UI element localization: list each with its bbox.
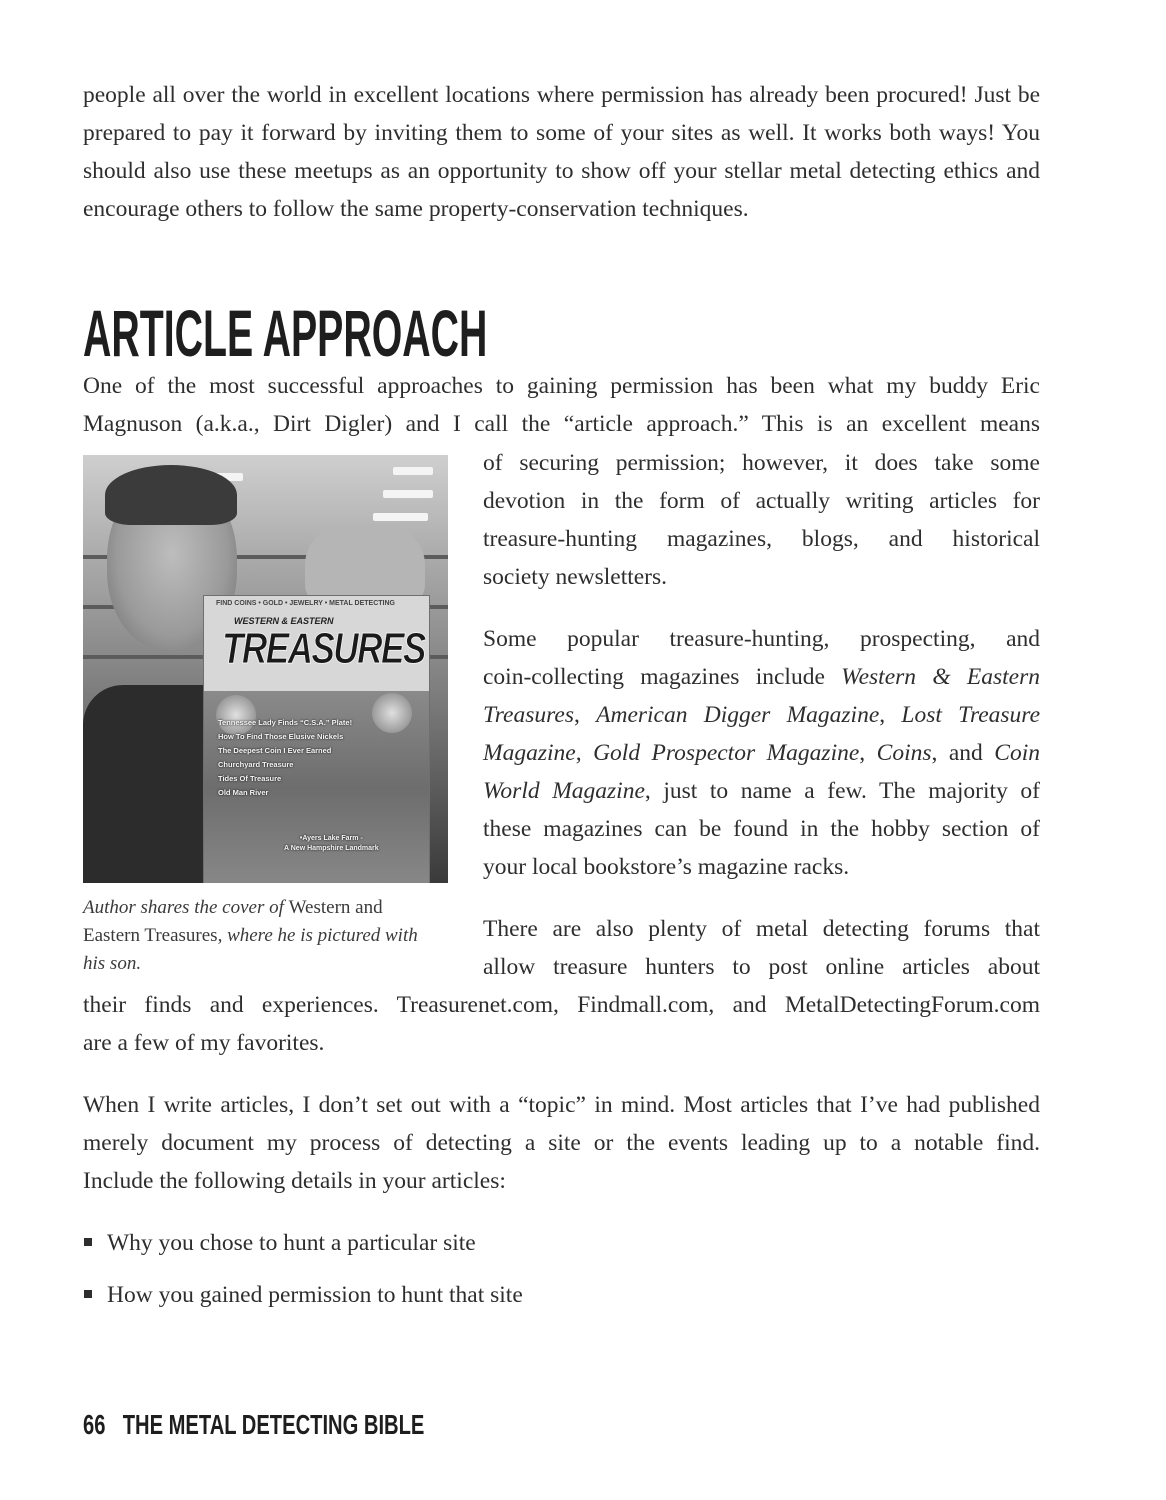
text-line [483, 734, 1040, 772]
text-line: There are also plenty of metal detecting forums that [483, 916, 1040, 942]
text-run: coin-collecting magazines include [483, 664, 842, 690]
magazine-topline: FIND COINS • GOLD • JEWELRY • METAL DETECTING [216, 600, 395, 607]
book-title: THE METAL DETECTING BIBLE [122, 1409, 425, 1440]
text-line: merely document my process of detecting a site or the events leading up to a notable find. [83, 1130, 1040, 1156]
text-line: are a few of my favorites. [83, 1030, 325, 1056]
caption-italic: Author shares the cover of [83, 897, 289, 918]
magazine-headline: Old Man River [218, 788, 269, 797]
text-line [483, 696, 1040, 734]
text-line: of securing permission; however, it does take some [483, 450, 1040, 476]
magazine-feature [284, 834, 379, 854]
section-heading: ARTICLE APPROACH [83, 296, 488, 370]
intro-line: One of the most successful approaches to gaining permission has been what my buddy Eric [83, 373, 1040, 399]
square-bullet-icon [84, 1238, 92, 1246]
right-column-paragraph-3 [483, 910, 1040, 986]
intro-line: Magnuson (a.k.a., Dirt Digler) and I call the “article approach.” This is an excellent means [83, 411, 1040, 437]
magazine-name: Coins [876, 740, 932, 766]
square-bullet-icon [84, 1290, 92, 1298]
author-hand [305, 525, 425, 605]
magazine-headline: Tides Of Treasure [218, 774, 282, 783]
caption-italic: , where he is pictured with his son. [83, 925, 418, 974]
text-run: , [575, 740, 594, 766]
ceiling-light [383, 490, 433, 498]
text-line [483, 772, 1040, 810]
author-hair [105, 465, 237, 525]
magazine-headline: The Deepest Coin I Ever Earned [218, 746, 332, 755]
forums-paragraph-continuation [83, 986, 1040, 1062]
magazine-title: TREASURES [222, 624, 425, 673]
magazine-name: Magazine [483, 740, 576, 766]
text-line: Include the following details in your articles: [83, 1168, 506, 1194]
ceiling-light [393, 467, 433, 475]
magazine-headlines [218, 716, 352, 800]
text-line [483, 658, 1040, 696]
magazine-cover [203, 595, 430, 883]
right-column-paragraph-1 [483, 444, 1040, 596]
text-line: devotion in the form of actually writing articles for [483, 488, 1040, 514]
text-line: treasure-hunting magazines, blogs, and historical [483, 526, 1040, 552]
ceiling-light [373, 513, 428, 521]
text-run: , [573, 702, 597, 728]
magazine-name: American Digger Magazine [596, 702, 880, 728]
list-item-text: How you gained permission to hunt that site [107, 1282, 523, 1308]
details-list [83, 1224, 523, 1328]
magazine-name: Coin [994, 740, 1041, 766]
magazine-name: Gold Prospector Magazine [593, 740, 860, 766]
author-photo [83, 455, 448, 883]
magazine-name: Lost Treasure [901, 702, 1041, 728]
text-line: society newsletters. [483, 564, 668, 590]
text-line: allow treasure hunters to post online articles about [483, 954, 1040, 980]
text-run: , [859, 740, 877, 766]
magazine-name: Western & Eastern [841, 664, 1040, 690]
magazine-name: World Magazine [483, 778, 645, 804]
page-number: 66 [83, 1409, 106, 1440]
coin-image [372, 693, 412, 733]
list-item [83, 1224, 523, 1276]
right-column-paragraph-2 [483, 620, 1040, 886]
text-run: , and [931, 740, 995, 766]
text-run: , just to name a few. The majority of [644, 778, 1040, 804]
page-footer [83, 1410, 424, 1440]
text-line: your local bookstore’s magazine racks. [483, 854, 850, 880]
writing-paragraph [83, 1086, 1040, 1200]
list-item [83, 1276, 523, 1328]
magazine-subtitle: WESTERN & EASTERN [234, 616, 334, 626]
magazine-name: Treasures [483, 702, 574, 728]
photo-caption [83, 894, 443, 978]
magazine-headline: How To Find Those Elusive Nickels [218, 732, 344, 741]
text-line: their finds and experiences. Treasurenet.com, Findmall.com, and MetalDetectingForum.com [83, 992, 1040, 1018]
text-run: , [879, 702, 902, 728]
magazine-headline: Tennessee Lady Finds “C.S.A.” Plate! [218, 718, 353, 727]
magazine-headline: Churchyard Treasure [218, 760, 294, 769]
text-line: Some popular treasure-hunting, prospecting, and [483, 626, 1040, 652]
opening-paragraph: people all over the world in excellent locations where permission has already been procured! Just be prepared to pay it forward by inviting them to some of your sites as well. It works both ways! You should also use these meetups as an opportunity to show off your stellar metal detecting ethics and encourage others to follow the same property-conservation techniques. [83, 82, 1040, 222]
text-line: When I write articles, I don’t set out with a “topic” in mind. Most articles that I’ve had published [83, 1092, 1040, 1118]
list-item-text: Why you chose to hunt a particular site [107, 1230, 476, 1256]
magazine-feature-line: A New Hampshire Landmark [284, 845, 379, 852]
caption-magazine-name: Western and Eastern Treasures [83, 897, 383, 946]
magazine-feature-line: •Ayers Lake Farm - [299, 835, 363, 842]
text-line: these magazines can be found in the hobby section of [483, 816, 1040, 842]
intro-paragraph [83, 367, 1040, 443]
